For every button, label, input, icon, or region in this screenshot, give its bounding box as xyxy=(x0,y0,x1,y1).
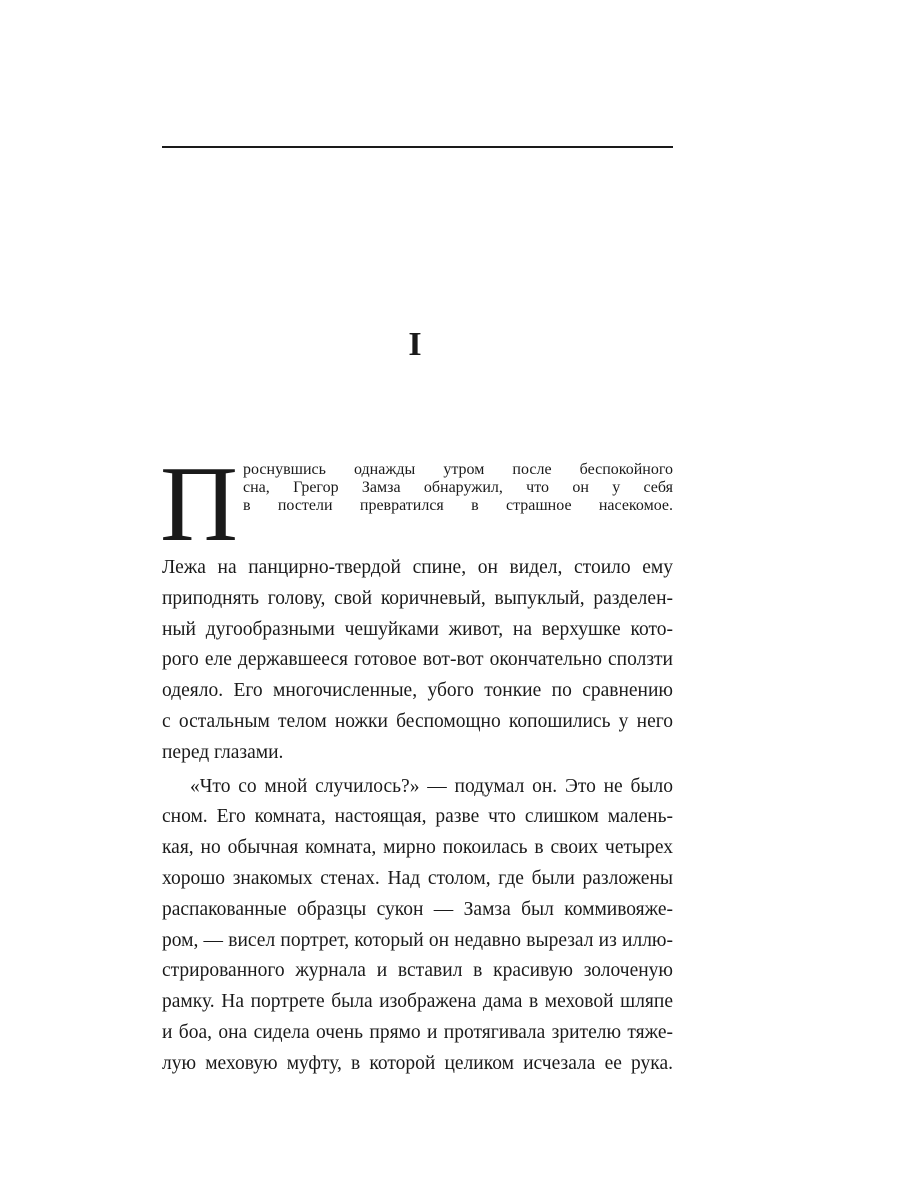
text-line: Лежа на панцирно-твердой спине, он видел, стоило ему xyxy=(162,557,673,578)
text-line: приподнять голову, свой коричневый, выпуклый, разделен- xyxy=(162,587,673,609)
text-line: лую меховую муфту, в которой целиком исчезала ее рука. xyxy=(162,1052,673,1074)
paragraph-2 xyxy=(162,772,673,1080)
text-line: сна, Грегор Замза обнаружил, что он у себя xyxy=(243,479,673,496)
text-line: «Что со мной случилось?» — подумал он. Это не было xyxy=(190,775,673,797)
text-line: рамку. На портрете была изображена дама в меховой шляпе xyxy=(162,991,673,1013)
text-line: роснувшись однажды утром после беспокойного xyxy=(243,461,673,478)
dropcap-lines xyxy=(243,461,673,515)
text-line: с остальным телом ножки беспомощно копошились у него xyxy=(162,710,673,732)
paragraph-1 xyxy=(162,553,673,769)
text-line: сном. Его комната, настоящая, разве что слишком малень- xyxy=(162,806,673,828)
body-text xyxy=(160,445,673,1080)
text-line: хорошо знакомых стенах. Над столом, где были разложены xyxy=(162,867,673,889)
dropcap-row xyxy=(160,445,673,564)
text-line: в постели превратился в страшное насекомое. xyxy=(243,497,673,514)
text-line: распакованные образцы сукон — Замза был коммивояже- xyxy=(162,898,673,920)
chapter-number: I xyxy=(408,326,422,363)
header-rule xyxy=(162,146,673,148)
drop-cap-letter: П xyxy=(160,445,238,564)
text-line: ром, — висел портрет, который он недавно вырезал из иллю- xyxy=(162,929,673,951)
text-line: рого еле державшееся готовое вот-вот окончательно сползти xyxy=(162,649,673,671)
text-line: ный дугообразными чешуйками живот, на верхушке кото- xyxy=(162,618,673,640)
text-line: одеяло. Его многочисленные, убого тонкие по сравнению xyxy=(162,680,673,702)
text-line: перед глазами. xyxy=(162,741,284,763)
text-line: кая, но обычная комната, мирно покоилась в своих четырех xyxy=(162,837,673,859)
text-line: и боа, она сидела очень прямо и протягивала зрителю тяже- xyxy=(162,1021,673,1043)
text-line: стрированного журнала и вставил в красивую золоченую xyxy=(162,960,673,982)
